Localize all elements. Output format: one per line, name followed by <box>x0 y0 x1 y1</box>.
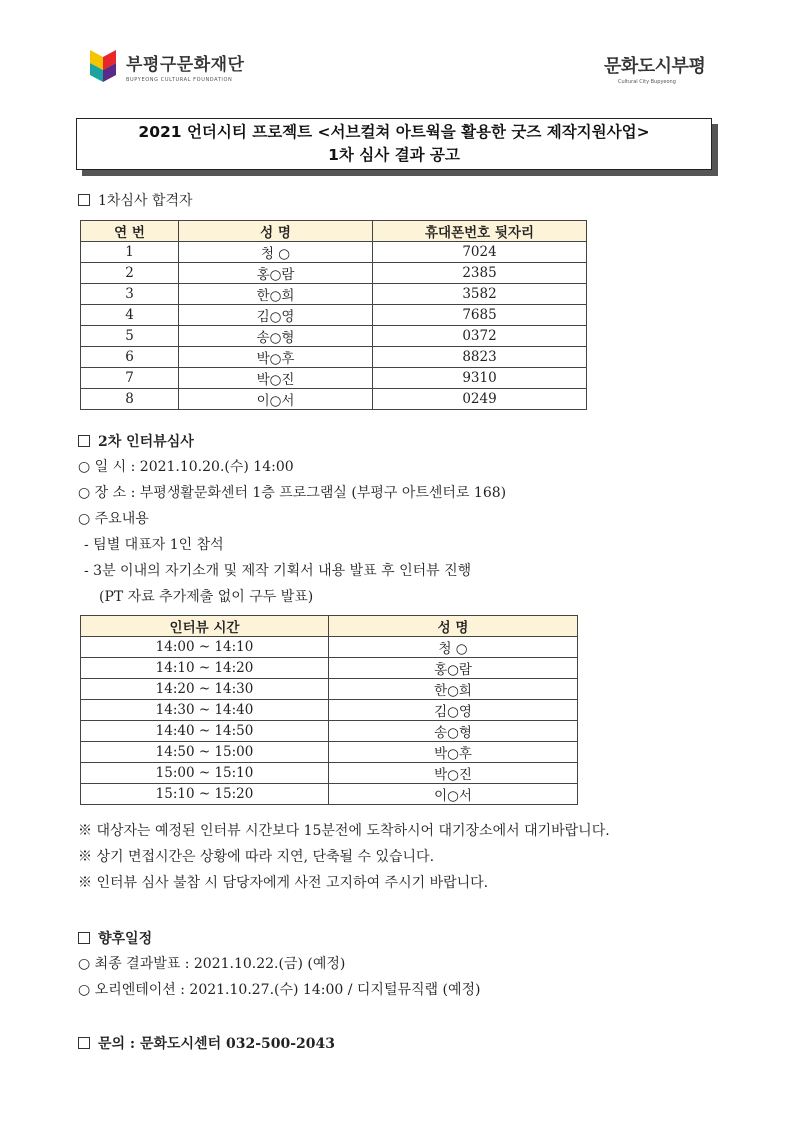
interview-bullet-1: - 팀별 대표자 1인 참석 <box>84 537 224 553</box>
interview-schedule-table <box>80 615 578 805</box>
table-cell: 14:00 ~ 14:10 <box>81 637 329 658</box>
table-cell: 박○진 <box>329 763 578 784</box>
interview-note-3: ※ 인터뷰 심사 불참 시 담당자에게 사전 고지하여 주시기 바랍니다. <box>78 875 489 891</box>
schedule-line-2: ○ 오리엔테이션 : 2021.10.27.(수) 14:00 / 디지털뮤직랩 (예정) <box>78 982 481 998</box>
table-cell: 5 <box>81 326 179 347</box>
announcement-title-box <box>76 118 712 170</box>
table-row <box>81 242 587 263</box>
table-cell: 이○서 <box>329 784 578 805</box>
section-interview-heading <box>78 431 194 451</box>
table-row <box>81 326 587 347</box>
table-cell: 15:00 ~ 15:10 <box>81 763 329 784</box>
section-heading-text: 2차 인터뷰심사 <box>98 434 194 450</box>
table-header-row <box>81 616 578 637</box>
table-row <box>81 389 587 410</box>
table-cell: 14:40 ~ 14:50 <box>81 721 329 742</box>
table-cell: 14:30 ~ 14:40 <box>81 700 329 721</box>
table-row <box>81 305 587 326</box>
bupyeong-foundation-logo <box>88 48 244 84</box>
section-heading-text: 문의 : 문화도시센터 032-500-2043 <box>98 1036 336 1052</box>
cultural-city-logo-name: 문화도시부평 <box>604 56 706 77</box>
table-row <box>81 784 578 805</box>
column-header: 성 명 <box>329 616 578 637</box>
table-cell: 2385 <box>373 263 587 284</box>
column-header: 휴대폰번호 뒷자리 <box>373 221 587 242</box>
table-cell: 7 <box>81 368 179 389</box>
checkbox-icon <box>78 932 90 944</box>
table-cell: 홍○람 <box>329 658 578 679</box>
foundation-logo-sub: BUPYEONG CULTURAL FOUNDATION <box>126 76 233 83</box>
table-cell: 한○희 <box>179 284 373 305</box>
table-row <box>81 721 578 742</box>
foundation-logo-icon <box>88 48 118 84</box>
cultural-city-logo-sub: Cultural City Bupyeong <box>618 79 676 85</box>
interview-bullet-2-cont: (PT 자료 추가제출 없이 구두 발표) <box>99 589 314 605</box>
column-header: 성 명 <box>179 221 373 242</box>
checkbox-icon <box>78 435 90 447</box>
table-cell: 8823 <box>373 347 587 368</box>
interview-note-1: ※ 대상자는 예정된 인터뷰 시간보다 15분전에 도착하시어 대기장소에서 대기바랍니다. <box>78 823 610 839</box>
interview-content-label: ○ 주요내용 <box>78 511 149 527</box>
table-cell: 2 <box>81 263 179 284</box>
table-cell: 14:10 ~ 14:20 <box>81 658 329 679</box>
table-cell: 김○영 <box>329 700 578 721</box>
table-cell: 청 ○ <box>179 242 373 263</box>
table-cell: 15:10 ~ 15:20 <box>81 784 329 805</box>
table-cell: 송○형 <box>329 721 578 742</box>
interview-note-2: ※ 상기 면접시간은 상황에 따라 지연, 단축될 수 있습니다. <box>78 849 435 865</box>
title-line-1: 2021 언더시티 프로젝트 <서브컬쳐 아트웍을 활용한 굿즈 제작지원사업> <box>138 123 650 141</box>
table-row <box>81 742 578 763</box>
interview-place: ○ 장 소 : 부평생활문화센터 1층 프로그램실 (부평구 아트센터로 168) <box>78 485 507 501</box>
table-row <box>81 658 578 679</box>
table-header-row <box>81 221 587 242</box>
table-cell: 홍○람 <box>179 263 373 284</box>
foundation-logo-name: 부평구문화재단 <box>126 54 245 75</box>
section-first-round-heading <box>78 190 193 210</box>
section-contact-heading <box>78 1033 335 1053</box>
table-cell: 김○영 <box>179 305 373 326</box>
table-row <box>81 679 578 700</box>
table-cell: 한○희 <box>329 679 578 700</box>
table-cell: 1 <box>81 242 179 263</box>
table-row <box>81 347 587 368</box>
title-line-2: 1차 심사 결과 공고 <box>328 146 460 164</box>
table-row <box>81 700 578 721</box>
table-row <box>81 763 578 784</box>
schedule-line-1: ○ 최종 결과발표 : 2021.10.22.(금) (예정) <box>78 956 346 972</box>
table-cell: 박○후 <box>329 742 578 763</box>
interview-bullet-2: - 3분 이내의 자기소개 및 제작 기획서 내용 발표 후 인터뷰 진행 <box>84 563 472 579</box>
section-schedule-heading <box>78 928 152 948</box>
column-header: 연 번 <box>81 221 179 242</box>
table-cell: 14:50 ~ 15:00 <box>81 742 329 763</box>
table-cell: 7685 <box>373 305 587 326</box>
first-round-passers-table <box>80 220 587 410</box>
table-cell: 송○형 <box>179 326 373 347</box>
table-cell: 8 <box>81 389 179 410</box>
table-cell: 3582 <box>373 284 587 305</box>
table-cell: 박○후 <box>179 347 373 368</box>
section-heading-text: 1차심사 합격자 <box>98 193 193 209</box>
table-row <box>81 284 587 305</box>
table-cell: 0249 <box>373 389 587 410</box>
table-row <box>81 263 587 284</box>
checkbox-icon <box>78 1037 90 1049</box>
table-cell: 6 <box>81 347 179 368</box>
interview-date: ○ 일 시 : 2021.10.20.(수) 14:00 <box>78 459 294 475</box>
table-row <box>81 637 578 658</box>
table-row <box>81 368 587 389</box>
table-cell: 청 ○ <box>329 637 578 658</box>
checkbox-icon <box>78 194 90 206</box>
table-cell: 14:20 ~ 14:30 <box>81 679 329 700</box>
table-cell: 3 <box>81 284 179 305</box>
cultural-city-logo <box>604 52 705 85</box>
table-cell: 이○서 <box>179 389 373 410</box>
table-cell: 9310 <box>373 368 587 389</box>
table-cell: 4 <box>81 305 179 326</box>
table-cell: 0372 <box>373 326 587 347</box>
column-header: 인터뷰 시간 <box>81 616 329 637</box>
section-heading-text: 향후일정 <box>98 931 153 947</box>
table-cell: 박○진 <box>179 368 373 389</box>
table-cell: 7024 <box>373 242 587 263</box>
